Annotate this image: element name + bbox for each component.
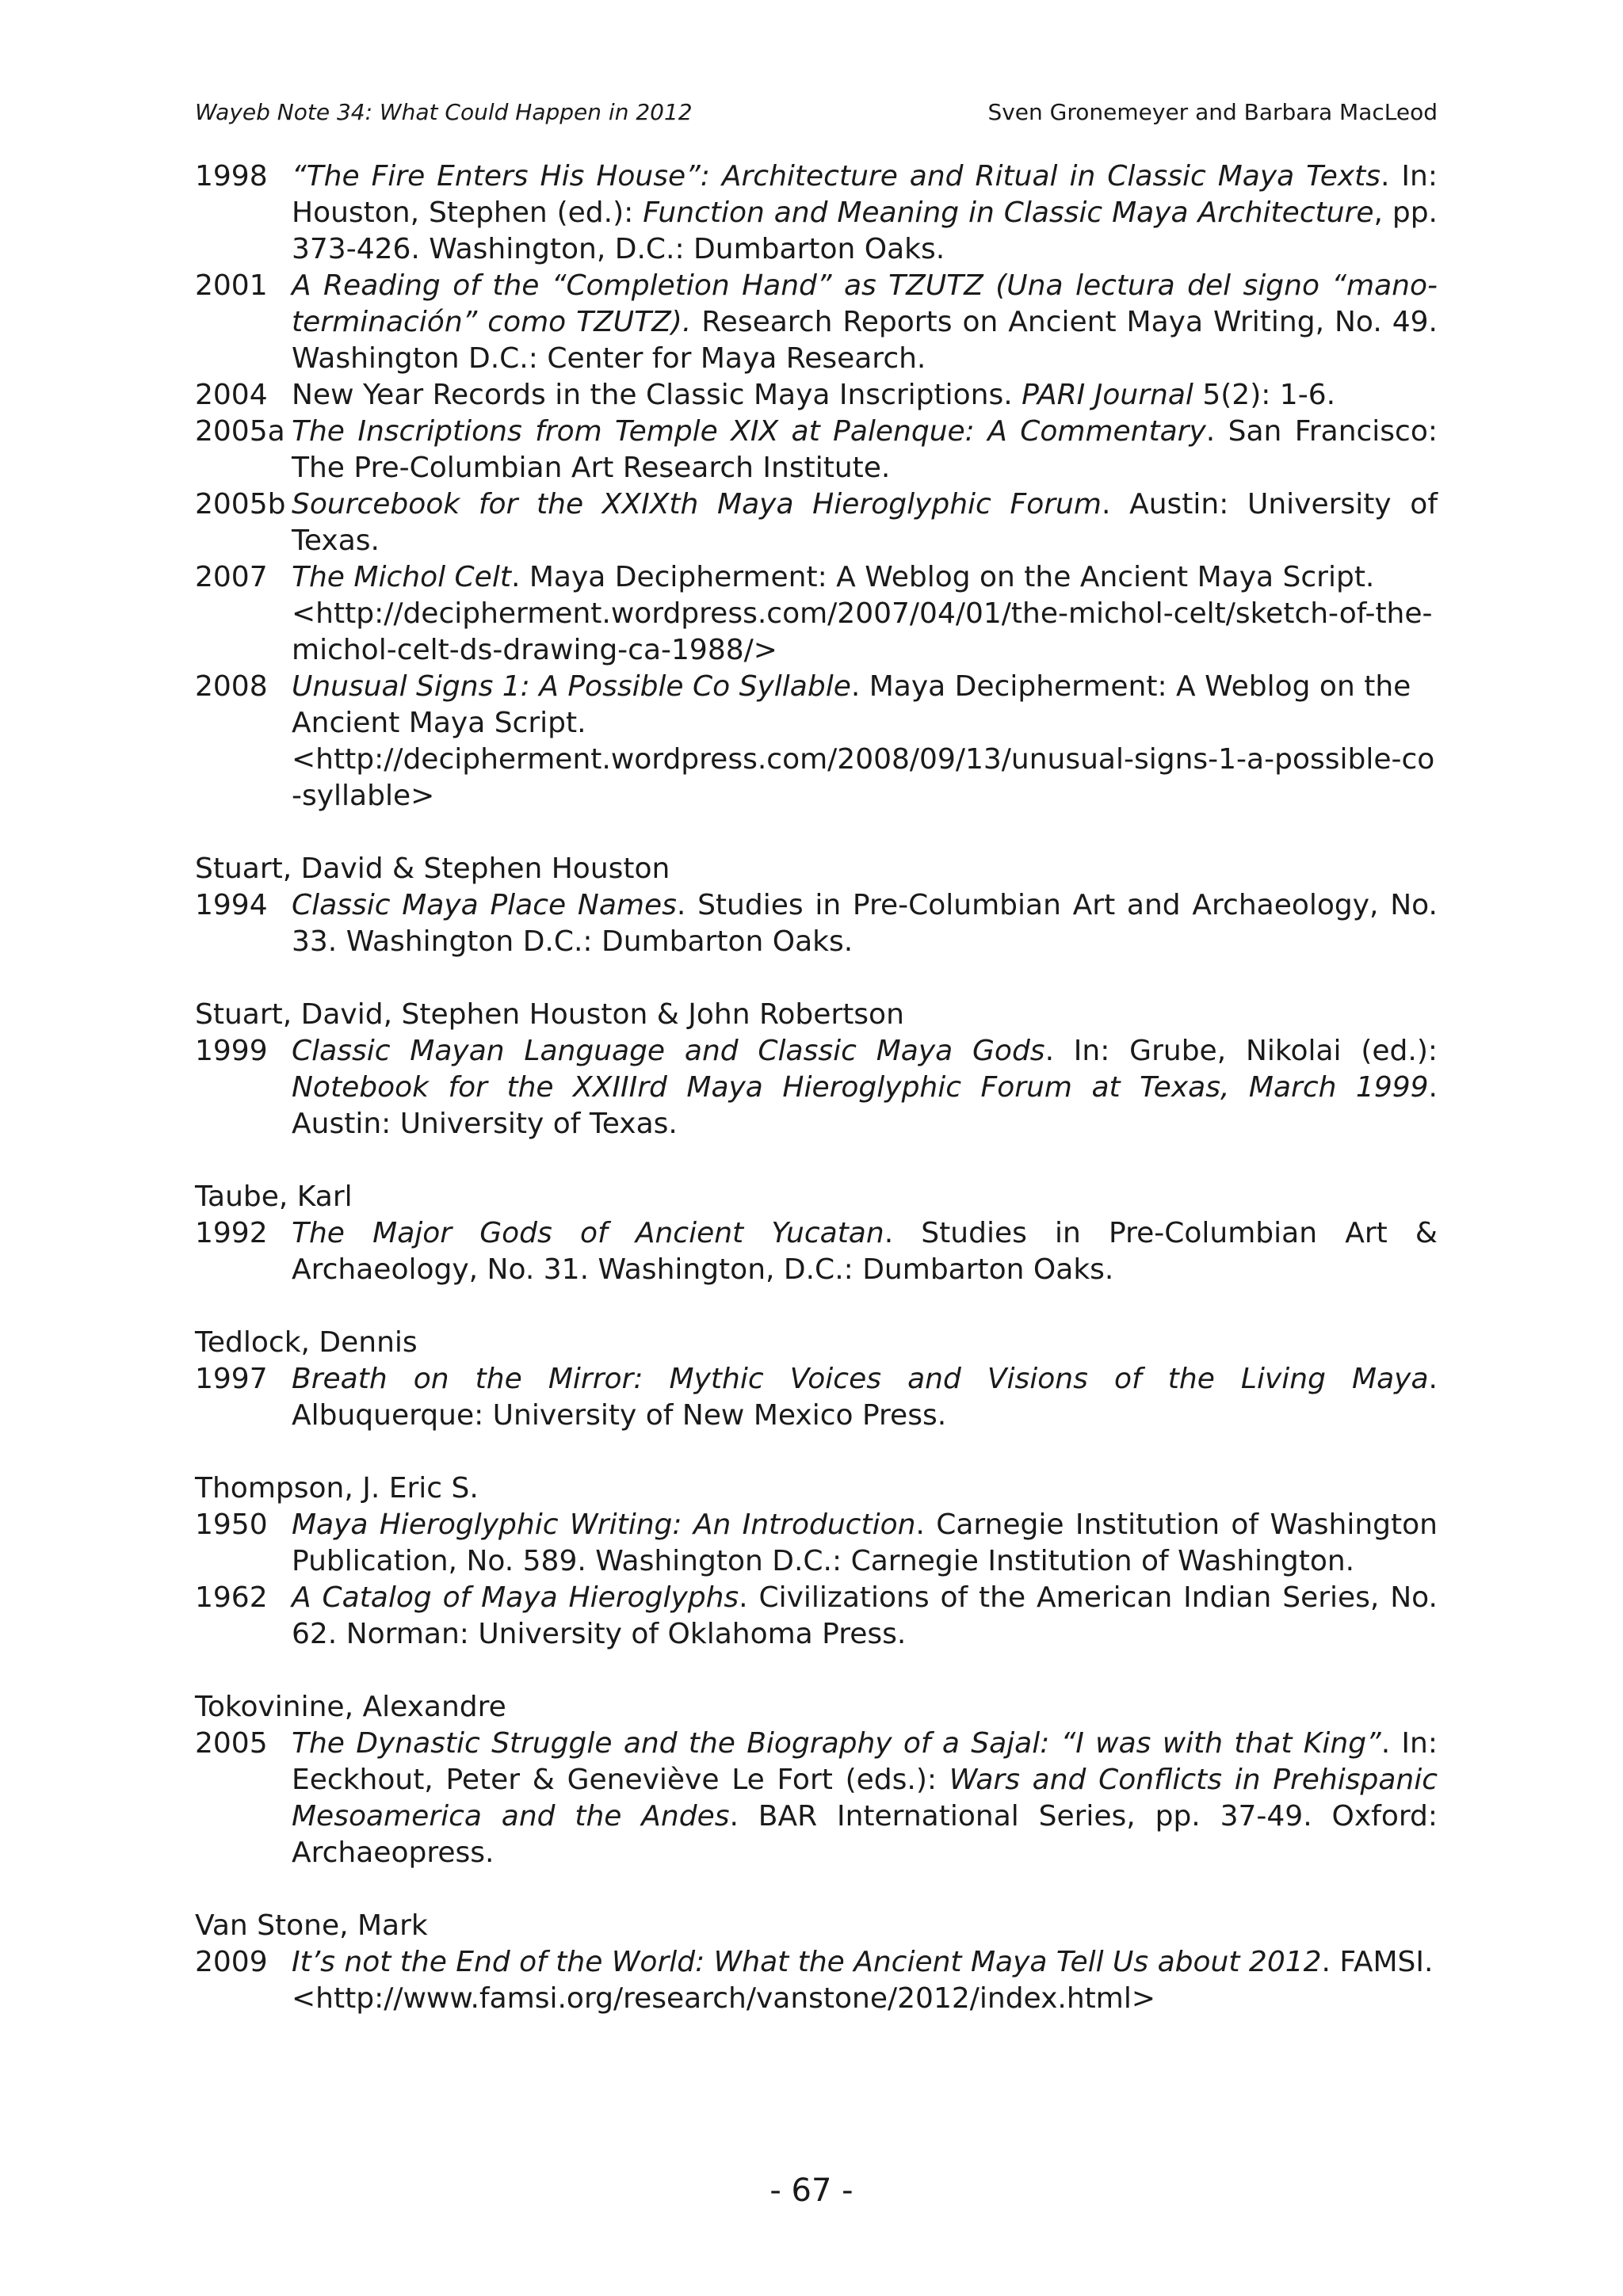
reference-entry (195, 1361, 1438, 1434)
reference-entry (195, 158, 1438, 268)
reference-group (195, 1908, 1438, 2017)
header-authors: Sven Gronemeyer and Barbara MacLeod (987, 99, 1438, 125)
reference-year: 1999 (195, 1035, 268, 1067)
reference-author: Stuart, David & Stephen Houston (195, 852, 670, 885)
reference-year: 2008 (195, 670, 268, 703)
reference-year: 1994 (195, 889, 268, 921)
reference-title: The Major Gods of Ancient Yucatan (292, 1217, 884, 1249)
reference-group (195, 997, 1438, 1142)
reference-title: The Michol Celt (292, 561, 511, 593)
reference-text: . Civilizations of the American Indian Series, No. 62. Norman: University of Oklahoma Press. (292, 1581, 1438, 1650)
reference-entry (195, 1726, 1438, 1871)
reference-title: Classic Maya Place Names (292, 889, 677, 921)
bibliography (195, 158, 1438, 2054)
reference-title: Breath on the Mirror: Mythic Voices and Visions of the Living Maya (292, 1363, 1429, 1395)
reference-title: Sourcebook for the XXIXth Maya Hieroglyphic Forum (292, 488, 1102, 521)
reference-author: Stuart, David, Stephen Houston & John Robertson (195, 998, 904, 1031)
reference-text: . Albuquerque: University of New Mexico Press. (292, 1363, 1438, 1432)
reference-title: “The Fire Enters His House”: Architecture and Ritual in Classic Maya Texts (292, 160, 1381, 193)
reference-year: 2005b (195, 488, 286, 521)
header-title: Wayeb Note 34: What Could Happen in 2012 (195, 99, 693, 125)
reference-author: Tedlock, Dennis (195, 1326, 418, 1359)
reference-year: 2005 (195, 1727, 268, 1760)
reference-entry (195, 1944, 1438, 2017)
reference-entry (195, 559, 1438, 669)
reference-group (195, 1689, 1438, 1871)
reference-entry (195, 1215, 1438, 1288)
reference-text: . FAMSI. (1321, 1946, 1434, 1978)
reference-title: Notebook for the XXIIIrd Maya Hieroglyphic Forum at Texas, March 1999 (292, 1071, 1429, 1104)
reference-title: The Dynastic Struggle and the Biography of a Sajal: “I was with that King” (292, 1727, 1381, 1760)
reference-group (195, 158, 1438, 814)
reference-title: Unusual Signs 1: A Possible Co Syllable (292, 670, 851, 703)
reference-entry (195, 1033, 1438, 1142)
reference-text: . In: Eeckhout, Peter & Geneviève Le Fort (eds.): (292, 1727, 1438, 1796)
reference-text: . In: Houston, Stephen (ed.): (292, 160, 1438, 229)
reference-entry (195, 669, 1438, 814)
reference-group (195, 1470, 1438, 1653)
reference-year: 1992 (195, 1217, 268, 1249)
reference-text: New Year Records in the Classic Maya Inscriptions. (292, 379, 1022, 411)
reference-title: Maya Hieroglyphic Writing: An Introduction (292, 1508, 916, 1541)
reference-group (195, 1179, 1438, 1288)
reference-text: . Studies in Pre-Columbian Art and Archaeology, No. 33. Washington D.C.: Dumbarton Oaks. (292, 889, 1438, 958)
reference-text: 5(2): 1-6. (1193, 379, 1336, 411)
reference-entry (195, 377, 1438, 414)
reference-text: . BAR International Series, pp. 37-49. Oxford: Archaeopress. (292, 1800, 1438, 1869)
reference-text: . Austin: University of Texas. (292, 488, 1438, 557)
reference-title: Classic Mayan Language and Classic Maya Gods (292, 1035, 1045, 1067)
reference-year: 2001 (195, 269, 268, 302)
reference-year: 1962 (195, 1581, 268, 1614)
reference-title: A Reading of the “Completion Hand” as TZUTZ (Una lectura del signo “mano-terminación” como TZUTZ). (292, 269, 1438, 338)
reference-text: . In: Grube, Nikolai (ed.): (1044, 1035, 1438, 1067)
reference-entry (195, 486, 1438, 559)
reference-year: 1998 (195, 160, 268, 193)
reference-text: . Maya Decipherment: A Weblog on the Ancient Maya Script. (510, 561, 1375, 593)
reference-author: Tokovinine, Alexandre (195, 1691, 506, 1723)
reference-entry (195, 414, 1438, 486)
reference-text: . San Francisco: The Pre-Columbian Art Research Institute. (292, 415, 1438, 484)
reference-title: Function and Meaning in Classic Maya Architecture (643, 196, 1374, 229)
reference-url: <http://decipherment.wordpress.com/2007/04/01/the-michol-celt/sketch-of-the-michol-celt-ds-drawing-ca-1988/> (292, 597, 1433, 666)
reference-text: . Studies in Pre-Columbian Art & Archaeology, No. 31. Washington, D.C.: Dumbarton Oaks. (292, 1217, 1438, 1286)
reference-year: 2007 (195, 561, 268, 593)
reference-title: Wars and Conflicts in Prehispanic Mesoamerica and the Andes (292, 1764, 1438, 1833)
reference-year: 2009 (195, 1946, 268, 1978)
reference-title: A Catalog of Maya Hieroglyphs (292, 1581, 739, 1614)
reference-title: The Inscriptions from Temple XIX at Palenque: A Commentary (292, 415, 1206, 448)
reference-author: Van Stone, Mark (195, 1909, 428, 1942)
reference-group (195, 1325, 1438, 1434)
reference-title: It’s not the End of the World: What the Ancient Maya Tell Us about 2012 (292, 1946, 1322, 1978)
reference-group (195, 851, 1438, 960)
reference-text: , pp. 373-426. Washington, D.C.: Dumbarton Oaks. (292, 196, 1438, 265)
reference-author: Thompson, J. Eric S. (195, 1472, 479, 1505)
reference-title: PARI Journal (1022, 379, 1193, 411)
reference-text: . Maya Decipherment: A Weblog on the Ancient Maya Script. (292, 670, 1411, 739)
page-number: - 67 - (769, 2172, 854, 2209)
reference-entry (195, 268, 1438, 377)
reference-url: <http://decipherment.wordpress.com/2008/09/13/unusual-signs-1-a-possible-co-syllable> (292, 743, 1435, 812)
reference-text: Research Reports on Ancient Maya Writing, No. 49. Washington D.C.: Center for Maya Research. (292, 306, 1438, 375)
reference-text: . Austin: University of Texas. (292, 1071, 1438, 1140)
reference-year: 1950 (195, 1508, 268, 1541)
reference-entry (195, 1580, 1438, 1653)
reference-year: 1997 (195, 1363, 268, 1395)
reference-entry (195, 1507, 1438, 1580)
reference-url: <http://www.famsi.org/research/vanstone/2012/index.html> (292, 1982, 1155, 2015)
reference-text: . Carnegie Institution of Washington Publication, No. 589. Washington D.C.: Carnegie Institution of Washington. (292, 1508, 1438, 1577)
reference-author: Taube, Karl (195, 1180, 353, 1213)
reference-year: 2004 (195, 379, 268, 411)
reference-year: 2005a (195, 415, 285, 448)
reference-entry (195, 887, 1438, 960)
